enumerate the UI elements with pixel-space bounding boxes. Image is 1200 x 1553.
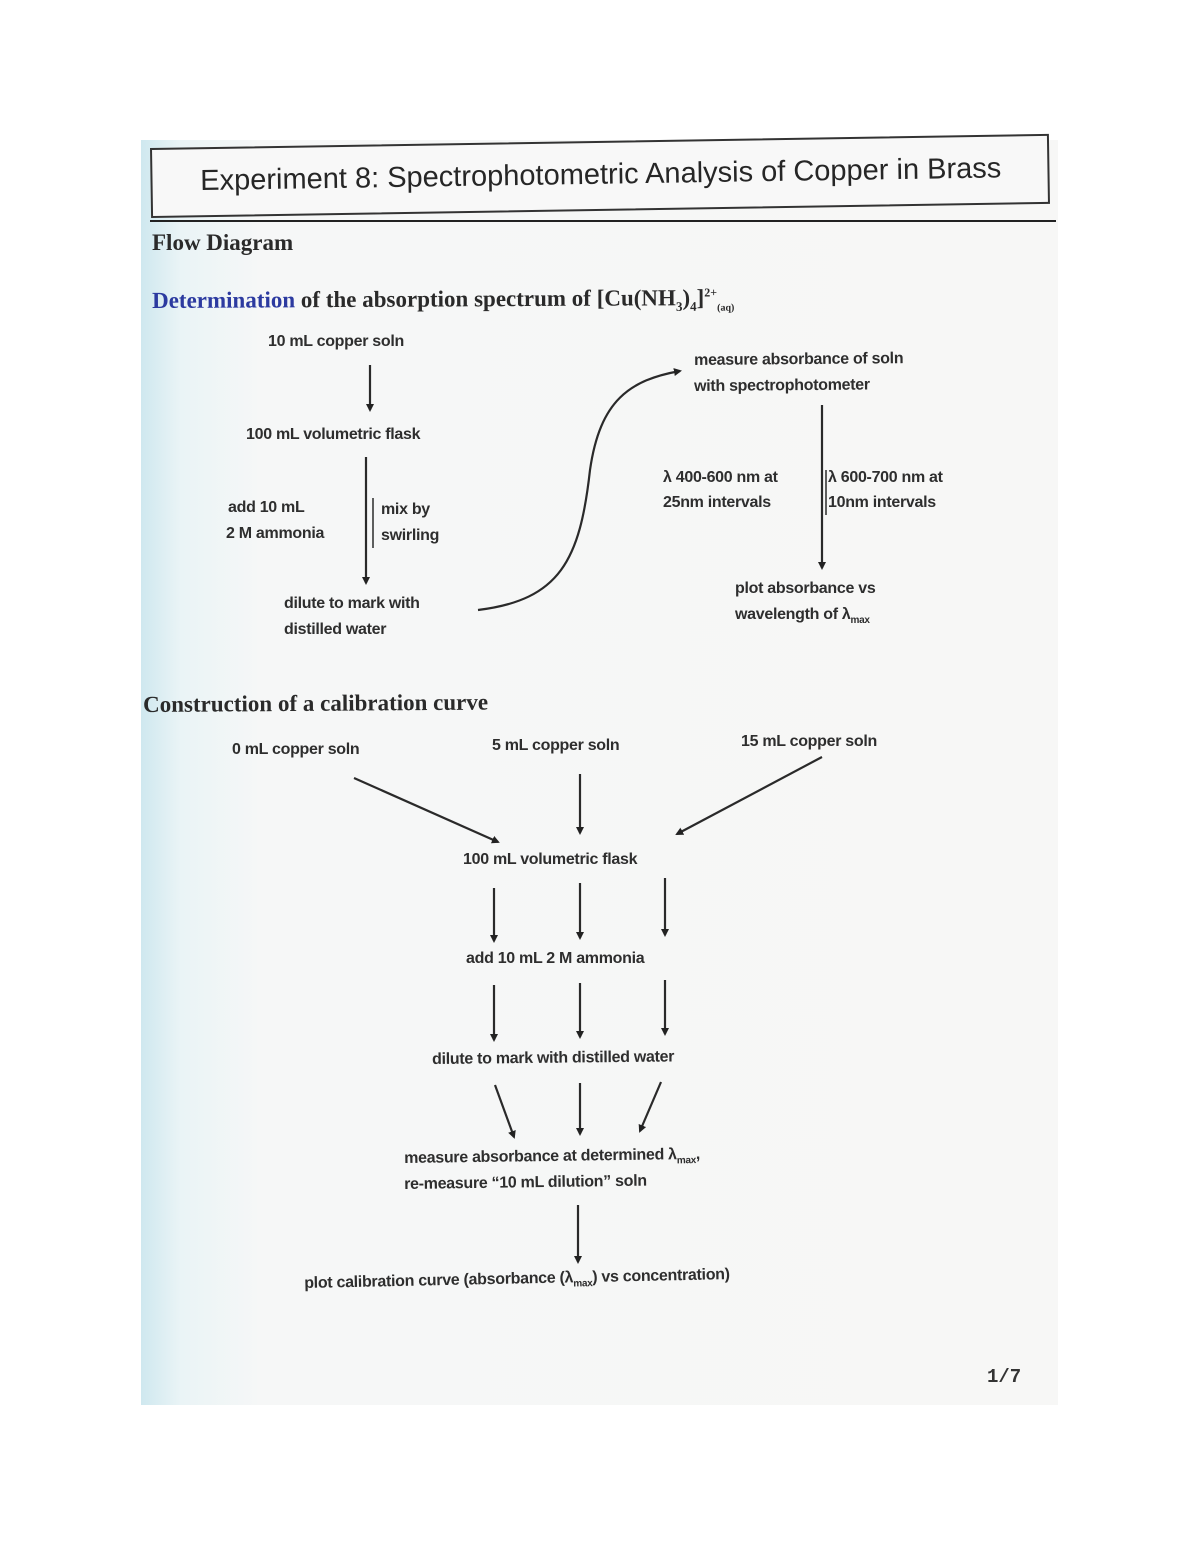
step-measure-line2: with spectrophotometer <box>694 376 870 395</box>
arrow-dilute-measure-left <box>495 1085 514 1137</box>
page-title: Experiment 8: Spectrophotometric Analysis of Copper in Brass <box>200 152 1002 197</box>
cal-dilute: dilute to mark with distilled water <box>432 1048 675 1068</box>
cal-plot-curve-a: plot calibration curve (absorbance (λ <box>304 1269 574 1292</box>
step-copper-soln: 10 mL copper soln <box>268 333 404 350</box>
range-b-line1: λ 600-700 nm at <box>828 469 943 486</box>
formula-sub-4: 4 <box>690 298 697 314</box>
range-a-line1: λ 400-600 nm at <box>663 469 778 486</box>
step-plot-line1: plot absorbance vs <box>735 580 876 597</box>
step-dilute-line2: distilled water <box>284 621 387 638</box>
cal-measure-line1-text: measure absorbance at determined λ <box>404 1146 677 1167</box>
step-plot-line2-text: wavelength of λ <box>735 606 851 623</box>
section1-heading-body: of the absorption spectrum of [Cu(NH <box>295 285 676 313</box>
step-add-ammonia-line2: 2 M ammonia <box>226 525 325 542</box>
source-15ml: 15 mL copper soln <box>741 733 877 750</box>
range-a-line2: 25nm intervals <box>663 494 771 511</box>
section2-heading: Construction of a calibration curve <box>143 689 489 717</box>
formula-phase: (aq) <box>717 302 735 314</box>
formula-charge: 2+ <box>704 285 718 300</box>
flow-diagram-heading: Flow Diagram <box>152 230 294 255</box>
cal-measure-comma: , <box>695 1145 701 1163</box>
step-add-ammonia-line1: add 10 mL <box>228 499 305 516</box>
range-b-line2: 10nm intervals <box>828 494 936 511</box>
step-mix-line1: mix by <box>381 501 430 518</box>
cal-plot-subscript: max <box>573 1278 593 1290</box>
arrow-15ml-to-flask <box>677 757 822 834</box>
section1-heading-lead: Determination <box>152 287 296 313</box>
formula-close-paren: ) <box>682 285 691 311</box>
step-dilute-line1: dilute to mark with <box>284 595 420 612</box>
formula-sub-3: 3 <box>675 298 683 314</box>
arrow-dilute-measure-right <box>640 1082 661 1131</box>
cal-remeasure: re-measure “10 mL dilution” soln <box>404 1172 647 1193</box>
step-volumetric-flask: 100 mL volumetric flask <box>246 426 421 443</box>
formula-bracket: ] <box>696 285 705 311</box>
cal-lambda-max-subscript: max <box>676 1155 697 1167</box>
arrow-dilute-to-measure <box>478 371 680 610</box>
page-number: 1/7 <box>987 1366 1022 1388</box>
step-mix-line2: swirling <box>381 527 440 544</box>
cal-plot-curve-b: ) vs concentration) <box>592 1266 730 1286</box>
cal-add-ammonia: add 10 mL 2 M ammonia <box>466 950 645 967</box>
source-5ml: 5 mL copper soln <box>492 737 620 754</box>
lambda-max-subscript: max <box>850 615 870 627</box>
cal-volumetric-flask: 100 mL volumetric flask <box>463 851 638 868</box>
step-measure-line1: measure absorbance of soln <box>694 350 904 369</box>
arrow-0ml-to-flask <box>354 778 498 842</box>
source-0ml: 0 mL copper soln <box>232 741 360 758</box>
